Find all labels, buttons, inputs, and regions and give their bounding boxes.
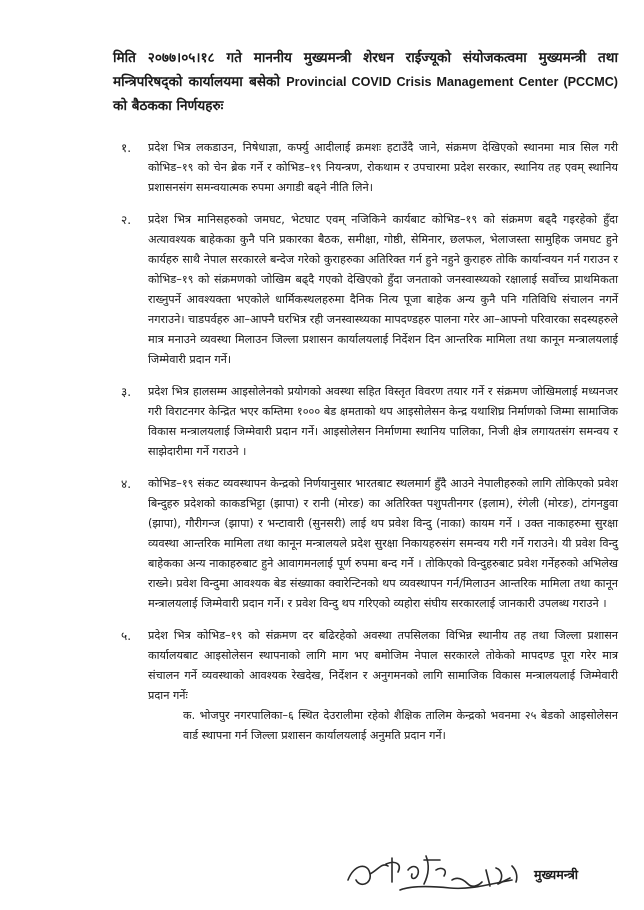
decision-subitem-ka [148,706,618,746]
decision-number: ५. [121,629,132,643]
signature-label: मुख्यमन्त्री [534,867,579,882]
decision-number: २. [121,213,132,227]
decision-number: १. [121,141,132,155]
heading-pccmc: Provincial COVID Crisis Management Center (PCCMC) [286,75,619,89]
decision-text: प्रदेश भित्र हालसम्म आइसोलेनको प्रयोगको अवस्था सहित विस्तृत विवरण तयार गर्ने र संक्रमण जोखिमलाई मध्यनजर गरी विराटनगर केन्द्रित भएर कम्तिमा १००० बेड क्षमताको थप आइसोलेसन केन्द्र यथाशिघ्र निर्माणको जिम्मा सामाजिक विकास मन्त्रालयलाई जिम्मेवारी प्रदान गर्ने। आइसोलेसन निर्माणमा स्थानिय पालिका, निजी क्षेत्र लगायतसंग समन्वय र साझेदारीमा गर्ने गराउने । [148,385,618,458]
decision-item-4 [113,474,618,614]
decision-item-2 [113,210,618,370]
decision-text: कोभिड–१९ संकट व्यवस्थापन केन्द्रको निर्णयानुसार भारतबाट स्थलमार्ग हुँदै आउने नेपालीहरुको लागि तोकिएको प्रवेश बिन्दुहरु प्रदेशको काकडभिट्टा (झापा) र रानी (मोरङ) का अतिरिक्त पशुपतीनगर (इलाम), रंगेली (मोरङ), टांगनडुवा (झापा), गौरीगन्ज (झापा) र भन्टावारी (सुनसरी) लाई थप प्रवेश विन्दु (नाका) कायम गर्ने । उक्त नाकाहरुमा सुरक्षा व्यवस्था आन्तरिक मामिला तथा कानून मन्त्रालयले प्रदेश सुरक्षा निकायहरुसंग समन्वय गरी गर्ने गराउने। यी प्रवेश विन्दु बाहेकका अन्य नाकाहरुबाट हुने आवागमनलाई पूर्ण रुपमा बन्द गर्ने । तोकिएको विन्दुहरुबाट प्रवेश गर्नेहरुको अभिलेख राख्ने। प्रवेश विन्दुमा आवश्यक बेड संख्याका क्वारेन्टिनको थप व्यवस्थापन गर्न/मिलाउन आन्तरिक मामिला तथा कानून मन्त्रालयलाई जिम्मेवारी प्रदान गर्ने। र प्रवेश विन्दु थप गरिएको व्यहोरा संघीय सरकारलाई जानकारी उपलब्ध गराउने । [148,477,618,610]
decision-text: प्रदेश भित्र लकडाउन, निषेधाज्ञा, कर्फ्यु आदीलाई क्रमशः हटाउँदै जाने, संक्रमण देखिएको स्थानमा मात्र सिल गरी कोभिड–१९ को चेन ब्रेक गर्ने र कोभिड–१९ नियन्त्रण, रोकथाम र उपचारमा प्रदेश सरकार, स्थानिय तह एवम् स्थानिय प्रशासनसंग समन्वयात्मक रुपमा अगाडी बढ्ने नीति लिने। [148,141,618,194]
document-heading [113,46,618,118]
heading-suffix: को बैठकका निर्णयहरुः [113,98,224,114]
heading-devanagari: मिति २०७७।०५।१८ गते माननीय मुख्यमन्त्री शेरधन राईज्यूको संयोजकत्वमा मुख्यमन्त्री तथा मन्त्रिपरिषद्को कार्यालयमा बसेको [113,50,618,90]
decision-text: प्रदेश भित्र मानिसहरुको जमघट, भेटघाट एवम् नजिकिने कार्यबाट कोभिड–१९ को संक्रमण बढ्दै गइरहेको हुँदा अत्यावश्यक बाहेकका कुनै पनि प्रकारका बैठक, समीक्षा, गोष्ठी, सेमिनार, छलफल, भेलाजस्ता सामुहिक जमघट हुने कार्यहरु साथै नेपाल सरकारले बन्देज गरेको कुराहरुका अतिरिक्त गर्न हुने नहुने कुराहरु तोकि कार्यान्वयन गर्न गराउन र कोभिड–१९ को संक्रमणको जोखिम बढ्दै गएको देखिएको हुँदा जनताको जनस्वास्थ्यको रक्षालाई सर्वोच्च प्राथमिकता राख्नुपर्ने आवश्यक्ता भएकोले धार्मिकस्थलहरुमा दैनिक नित्य पूजा बाहेक अन्य कुनै पनि गतिविधि संचालन नगर्ने नगराउने। चाडपर्वहरु आ–आफ्नै घरभित्र रही जनस्वास्थ्यका मापदण्डहरु पालना गरेर आ–आफ्नो परिवारका सदस्यहरुले मात्र मनाउने व्यवस्था मिलाउन जिल्ला प्रशासन कार्यालयलाई निर्देशन दिन आन्तरिक मामिला तथा कानून मन्त्रालयलाई जिम्मेवारी प्रदान गर्ने। [148,213,618,366]
decision-number: ४. [121,477,132,491]
decision-item-5 [113,626,618,746]
decision-item-1 [113,138,618,198]
handwritten-signature [340,840,530,898]
decision-number: ३. [121,385,132,399]
decision-list [113,138,618,758]
decision-text: प्रदेश भित्र कोभिड–१९ को संक्रमण दर बढिरहेको अवस्था तपसिलका विभिन्न स्थानीय तह तथा जिल्ला प्रशासन कार्यालयबाट आइसोलेसन स्थापनाको लागि माग भए बमोजिम नेपाल सरकारले तोकेको मापदण्ड पूरा गरेर मात्र संचालन गर्ने व्यवस्थाको आवश्यक रेखदेख, निर्देशन र अनुगमनको लागि सामाजिक विकास मन्त्रालयलाई जिम्मेवारी प्रदान गर्नेः [148,629,618,702]
subitem-text: क. भोजपुर नगरपालिका–६ स्थित देउरालीमा रहेको शैक्षिक तालिम केन्द्रको भवनमा २५ बेडको आइसोलेसन वार्ड स्थापना गर्न जिल्ला प्रशासन कार्यालयलाई अनुमति प्रदान गर्ने। [183,709,618,742]
decision-item-3 [113,382,618,462]
